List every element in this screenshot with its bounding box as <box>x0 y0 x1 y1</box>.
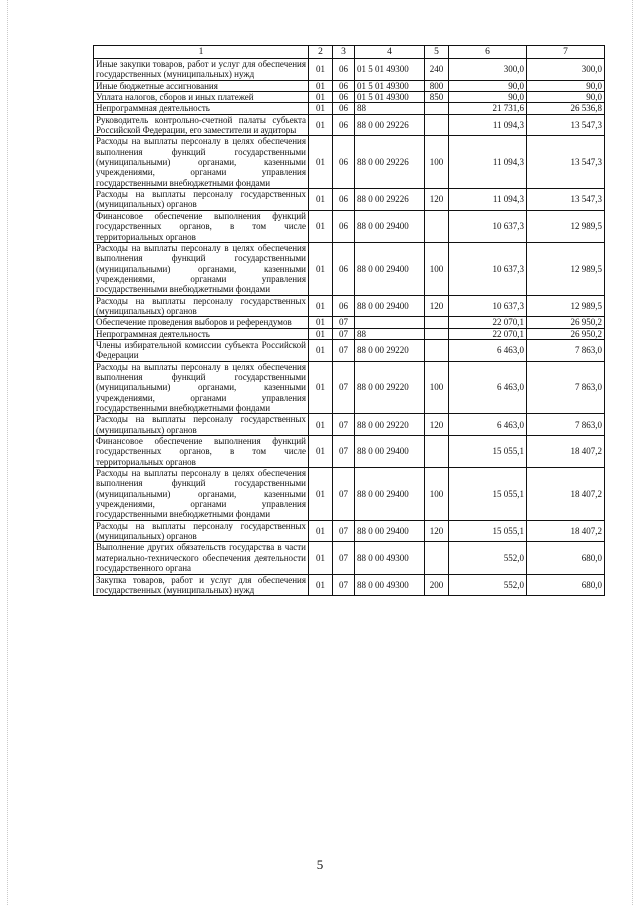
row-amount-year1: 6 463,0 <box>449 361 527 414</box>
row-subsection: 06 <box>333 114 355 136</box>
col-header: 3 <box>333 46 355 59</box>
table-body <box>94 59 605 596</box>
row-name: Непрограммная деятельность <box>94 328 309 339</box>
row-name: Обеспечение проведения выборов и референдумов <box>94 317 309 328</box>
table-row <box>94 103 605 114</box>
table-row <box>94 414 605 436</box>
row-expense-type: 120 <box>425 520 449 542</box>
row-target-code: 88 0 00 29220 <box>355 414 425 436</box>
row-name: Расходы на выплаты персоналу в целях обеспечения выполнения функций государственными (муниципальными) органами, казенными учреждениями, органами управления государственными внебюджетными фондами <box>94 136 309 189</box>
row-section: 01 <box>309 339 333 361</box>
row-target-code: 88 0 00 29220 <box>355 339 425 361</box>
row-target-code: 88 0 00 29220 <box>355 361 425 414</box>
table-row <box>94 80 605 91</box>
row-expense-type <box>425 328 449 339</box>
row-amount-year2: 90,0 <box>527 80 605 91</box>
row-section: 01 <box>309 114 333 136</box>
row-section: 01 <box>309 317 333 328</box>
row-target-code: 88 0 00 49300 <box>355 574 425 596</box>
row-subsection: 07 <box>333 414 355 436</box>
row-name: Расходы на выплаты персоналу в целях обеспечения выполнения функций государственными (муниципальными) органами, казенными учреждениями, органами управления государственными внебюджетными фондами <box>94 242 309 295</box>
row-amount-year2: 13 547,3 <box>527 189 605 211</box>
row-amount-year1: 10 637,3 <box>449 295 527 317</box>
row-expense-type: 100 <box>425 361 449 414</box>
row-amount-year1: 90,0 <box>449 92 527 103</box>
row-expense-type: 120 <box>425 189 449 211</box>
row-subsection: 06 <box>333 80 355 91</box>
row-name: Непрограммная деятельность <box>94 103 309 114</box>
row-amount-year2: 13 547,3 <box>527 136 605 189</box>
row-amount-year1: 11 094,3 <box>449 189 527 211</box>
row-subsection: 06 <box>333 295 355 317</box>
row-expense-type <box>425 436 449 468</box>
row-amount-year1: 15 055,1 <box>449 520 527 542</box>
row-section: 01 <box>309 136 333 189</box>
row-expense-type <box>425 339 449 361</box>
col-header: 4 <box>355 46 425 59</box>
row-section: 01 <box>309 103 333 114</box>
table-row <box>94 436 605 468</box>
scan-edge-left <box>7 0 8 905</box>
row-section: 01 <box>309 295 333 317</box>
col-header: 5 <box>425 46 449 59</box>
col-header: 7 <box>527 46 605 59</box>
row-subsection: 06 <box>333 59 355 81</box>
row-subsection: 07 <box>333 468 355 521</box>
row-section: 01 <box>309 468 333 521</box>
row-amount-year2: 7 863,0 <box>527 361 605 414</box>
row-section: 01 <box>309 436 333 468</box>
row-subsection: 07 <box>333 317 355 328</box>
table-row <box>94 361 605 414</box>
table-row <box>94 468 605 521</box>
row-subsection: 06 <box>333 210 355 242</box>
table-row <box>94 92 605 103</box>
row-expense-type: 100 <box>425 242 449 295</box>
row-name: Расходы на выплаты персоналу государственных (муниципальных) органов <box>94 189 309 211</box>
table-row <box>94 242 605 295</box>
row-target-code: 88 0 00 29226 <box>355 114 425 136</box>
row-target-code: 01 5 01 49300 <box>355 92 425 103</box>
row-amount-year2: 300,0 <box>527 59 605 81</box>
header-row <box>94 46 605 59</box>
row-expense-type <box>425 114 449 136</box>
row-section: 01 <box>309 542 333 574</box>
table-row <box>94 317 605 328</box>
row-amount-year2: 18 407,2 <box>527 436 605 468</box>
row-target-code: 88 0 00 29400 <box>355 242 425 295</box>
row-subsection: 07 <box>333 436 355 468</box>
row-name: Расходы на выплаты персоналу государственных (муниципальных) органов <box>94 520 309 542</box>
table-row <box>94 136 605 189</box>
col-header: 6 <box>449 46 527 59</box>
table-row <box>94 210 605 242</box>
table-row <box>94 339 605 361</box>
row-amount-year1: 22 070,1 <box>449 328 527 339</box>
row-amount-year1: 22 070,1 <box>449 317 527 328</box>
row-subsection: 07 <box>333 574 355 596</box>
row-subsection: 07 <box>333 339 355 361</box>
col-header: 2 <box>309 46 333 59</box>
row-target-code: 88 0 00 49300 <box>355 542 425 574</box>
row-amount-year2: 26 950,2 <box>527 328 605 339</box>
row-amount-year1: 11 094,3 <box>449 136 527 189</box>
row-subsection: 06 <box>333 136 355 189</box>
budget-table <box>93 45 605 596</box>
row-name: Руководитель контрольно-счетной палаты субъекта Российской Федерации, его заместители и аудиторы <box>94 114 309 136</box>
row-amount-year2: 90,0 <box>527 92 605 103</box>
row-name: Иные закупки товаров, работ и услуг для обеспечения государственных (муниципальных) нужд <box>94 59 309 81</box>
row-amount-year2: 26 950,2 <box>527 317 605 328</box>
row-target-code: 88 0 00 29226 <box>355 136 425 189</box>
row-subsection: 06 <box>333 242 355 295</box>
table-row <box>94 189 605 211</box>
row-amount-year2: 12 989,5 <box>527 242 605 295</box>
row-subsection: 07 <box>333 520 355 542</box>
row-name: Иные бюджетные ассигнования <box>94 80 309 91</box>
row-amount-year2: 13 547,3 <box>527 114 605 136</box>
row-section: 01 <box>309 80 333 91</box>
row-target-code: 88 0 00 29400 <box>355 436 425 468</box>
row-amount-year2: 18 407,2 <box>527 468 605 521</box>
row-amount-year1: 552,0 <box>449 574 527 596</box>
row-expense-type: 120 <box>425 414 449 436</box>
table-row <box>94 542 605 574</box>
row-amount-year1: 300,0 <box>449 59 527 81</box>
row-name: Финансовое обеспечение выполнения функций государственных органов, в том числе территориальных органов <box>94 210 309 242</box>
row-amount-year1: 6 463,0 <box>449 414 527 436</box>
row-target-code: 88 0 00 29400 <box>355 210 425 242</box>
row-expense-type: 100 <box>425 468 449 521</box>
row-amount-year2: 7 863,0 <box>527 339 605 361</box>
row-section: 01 <box>309 414 333 436</box>
row-section: 01 <box>309 92 333 103</box>
row-amount-year1: 21 731,6 <box>449 103 527 114</box>
col-header: 1 <box>94 46 309 59</box>
row-amount-year2: 7 863,0 <box>527 414 605 436</box>
row-amount-year2: 12 989,5 <box>527 210 605 242</box>
row-section: 01 <box>309 574 333 596</box>
row-name: Уплата налогов, сборов и иных платежей <box>94 92 309 103</box>
row-expense-type <box>425 210 449 242</box>
row-section: 01 <box>309 189 333 211</box>
row-subsection: 06 <box>333 189 355 211</box>
row-expense-type <box>425 317 449 328</box>
row-section: 01 <box>309 210 333 242</box>
page-number: 5 <box>316 857 324 872</box>
table-row <box>94 59 605 81</box>
row-subsection: 07 <box>333 361 355 414</box>
row-amount-year1: 552,0 <box>449 542 527 574</box>
row-expense-type: 100 <box>425 136 449 189</box>
row-amount-year1: 15 055,1 <box>449 468 527 521</box>
row-amount-year2: 26 536,8 <box>527 103 605 114</box>
row-name: Расходы на выплаты персоналу в целях обеспечения выполнения функций государственными (муниципальными) органами, казенными учреждениями, органами управления государственными внебюджетными фондами <box>94 361 309 414</box>
table-row <box>94 295 605 317</box>
row-subsection: 06 <box>333 103 355 114</box>
row-expense-type: 800 <box>425 80 449 91</box>
row-amount-year2: 12 989,5 <box>527 295 605 317</box>
row-amount-year1: 6 463,0 <box>449 339 527 361</box>
row-target-code: 01 5 01 49300 <box>355 59 425 81</box>
row-target-code: 88 0 00 29226 <box>355 189 425 211</box>
row-expense-type <box>425 542 449 574</box>
row-amount-year2: 680,0 <box>527 542 605 574</box>
row-subsection: 06 <box>333 92 355 103</box>
row-expense-type: 850 <box>425 92 449 103</box>
row-section: 01 <box>309 520 333 542</box>
row-name: Финансовое обеспечение выполнения функций государственных органов, в том числе территориальных органов <box>94 436 309 468</box>
row-subsection: 07 <box>333 328 355 339</box>
row-expense-type <box>425 103 449 114</box>
row-target-code <box>355 317 425 328</box>
row-name: Закупка товаров, работ и услуг для обеспечения государственных (муниципальных) нужд <box>94 574 309 596</box>
row-section: 01 <box>309 328 333 339</box>
row-amount-year1: 11 094,3 <box>449 114 527 136</box>
row-target-code: 88 <box>355 103 425 114</box>
row-name: Расходы на выплаты персоналу государственных (муниципальных) органов <box>94 414 309 436</box>
row-target-code: 88 0 00 29400 <box>355 468 425 521</box>
row-section: 01 <box>309 361 333 414</box>
row-subsection: 07 <box>333 542 355 574</box>
scan-edge-right <box>632 0 633 905</box>
row-target-code: 01 5 01 49300 <box>355 80 425 91</box>
table-row <box>94 520 605 542</box>
table-row <box>94 574 605 596</box>
row-amount-year1: 10 637,3 <box>449 242 527 295</box>
row-amount-year2: 680,0 <box>527 574 605 596</box>
row-target-code: 88 <box>355 328 425 339</box>
row-section: 01 <box>309 242 333 295</box>
row-expense-type: 120 <box>425 295 449 317</box>
row-name: Расходы на выплаты персоналу государственных (муниципальных) органов <box>94 295 309 317</box>
row-name: Расходы на выплаты персоналу в целях обеспечения выполнения функций государственными (муниципальными) органами, казенными учреждениями, органами управления государственными внебюджетными фондами <box>94 468 309 521</box>
row-amount-year2: 18 407,2 <box>527 520 605 542</box>
row-target-code: 88 0 00 29400 <box>355 520 425 542</box>
row-name: Члены избирательной комиссии субъекта Российской Федерации <box>94 339 309 361</box>
row-name: Выполнение других обязательств государства в части материально-технического обеспечения деятельности государственного органа <box>94 542 309 574</box>
row-amount-year1: 90,0 <box>449 80 527 91</box>
row-expense-type: 200 <box>425 574 449 596</box>
row-expense-type: 240 <box>425 59 449 81</box>
row-section: 01 <box>309 59 333 81</box>
row-amount-year1: 15 055,1 <box>449 436 527 468</box>
row-target-code: 88 0 00 29400 <box>355 295 425 317</box>
row-amount-year1: 10 637,3 <box>449 210 527 242</box>
table-row <box>94 328 605 339</box>
table-row <box>94 114 605 136</box>
